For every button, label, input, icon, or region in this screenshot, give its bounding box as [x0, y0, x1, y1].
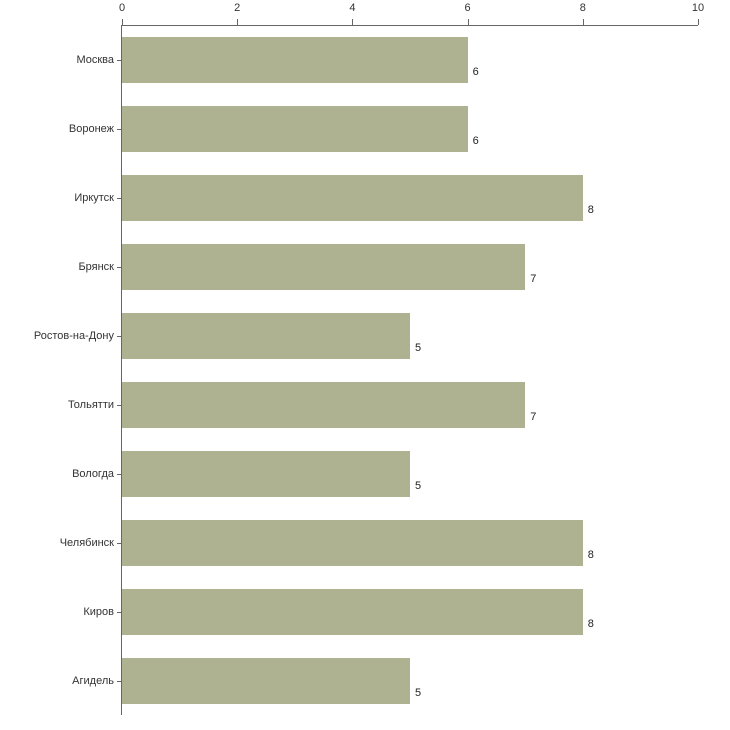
y-axis-tick — [117, 60, 122, 61]
bar-value-label: 8 — [587, 204, 594, 217]
y-axis-tick — [117, 612, 122, 613]
x-axis-tick — [468, 19, 469, 25]
y-axis-tick — [117, 198, 122, 199]
bar-value-label: 6 — [472, 66, 479, 79]
category-label: Агидель — [72, 674, 114, 687]
bar — [122, 106, 468, 152]
x-axis-tick — [698, 19, 699, 25]
bar — [122, 37, 468, 83]
bar-value-label: 5 — [415, 342, 422, 355]
x-axis-tick — [237, 19, 238, 25]
bar — [122, 520, 583, 566]
category-label: Киров — [83, 605, 114, 618]
x-axis-tick-label: 6 — [464, 2, 471, 14]
y-axis-tick — [117, 681, 122, 682]
x-axis-tick — [122, 19, 123, 25]
category-label: Челябинск — [59, 536, 114, 549]
bar — [122, 658, 410, 704]
bar — [122, 451, 410, 497]
bar-value-label: 5 — [415, 479, 422, 492]
bar — [122, 244, 525, 290]
y-axis-tick — [117, 129, 122, 130]
y-axis-tick — [117, 267, 122, 268]
bar-value-label: 8 — [587, 617, 594, 630]
category-label: Тольятти — [67, 398, 114, 411]
bar-value-label: 8 — [587, 548, 594, 561]
category-label: Москва — [76, 54, 114, 67]
plot-area — [33, 26, 698, 715]
bar — [122, 382, 525, 428]
bar-value-label: 6 — [472, 135, 479, 148]
category-label: Воронеж — [68, 123, 114, 136]
x-axis-tick — [352, 19, 353, 25]
bar — [122, 313, 410, 359]
category-label: Ростов-на-Дону — [33, 330, 114, 343]
bar — [122, 175, 583, 221]
category-label: Вологда — [72, 467, 114, 480]
x-axis-tick-label: 8 — [579, 2, 586, 14]
x-axis-tick — [583, 19, 584, 25]
x-axis-tick-label: 10 — [691, 2, 705, 14]
bar — [122, 589, 583, 635]
y-axis-tick — [117, 474, 122, 475]
category-label: Иркутск — [74, 192, 114, 205]
x-axis-tick-label: 2 — [234, 2, 241, 14]
category-label: Брянск — [78, 261, 114, 274]
bar-value-label: 7 — [530, 410, 537, 423]
x-axis-tick-label: 0 — [118, 2, 126, 14]
y-axis-tick — [117, 336, 122, 337]
bar-value-label: 5 — [415, 686, 422, 699]
y-axis-tick — [117, 543, 122, 544]
x-axis-tick-label: 4 — [349, 2, 356, 14]
bar-value-label: 7 — [530, 273, 537, 286]
y-axis-tick — [117, 405, 122, 406]
